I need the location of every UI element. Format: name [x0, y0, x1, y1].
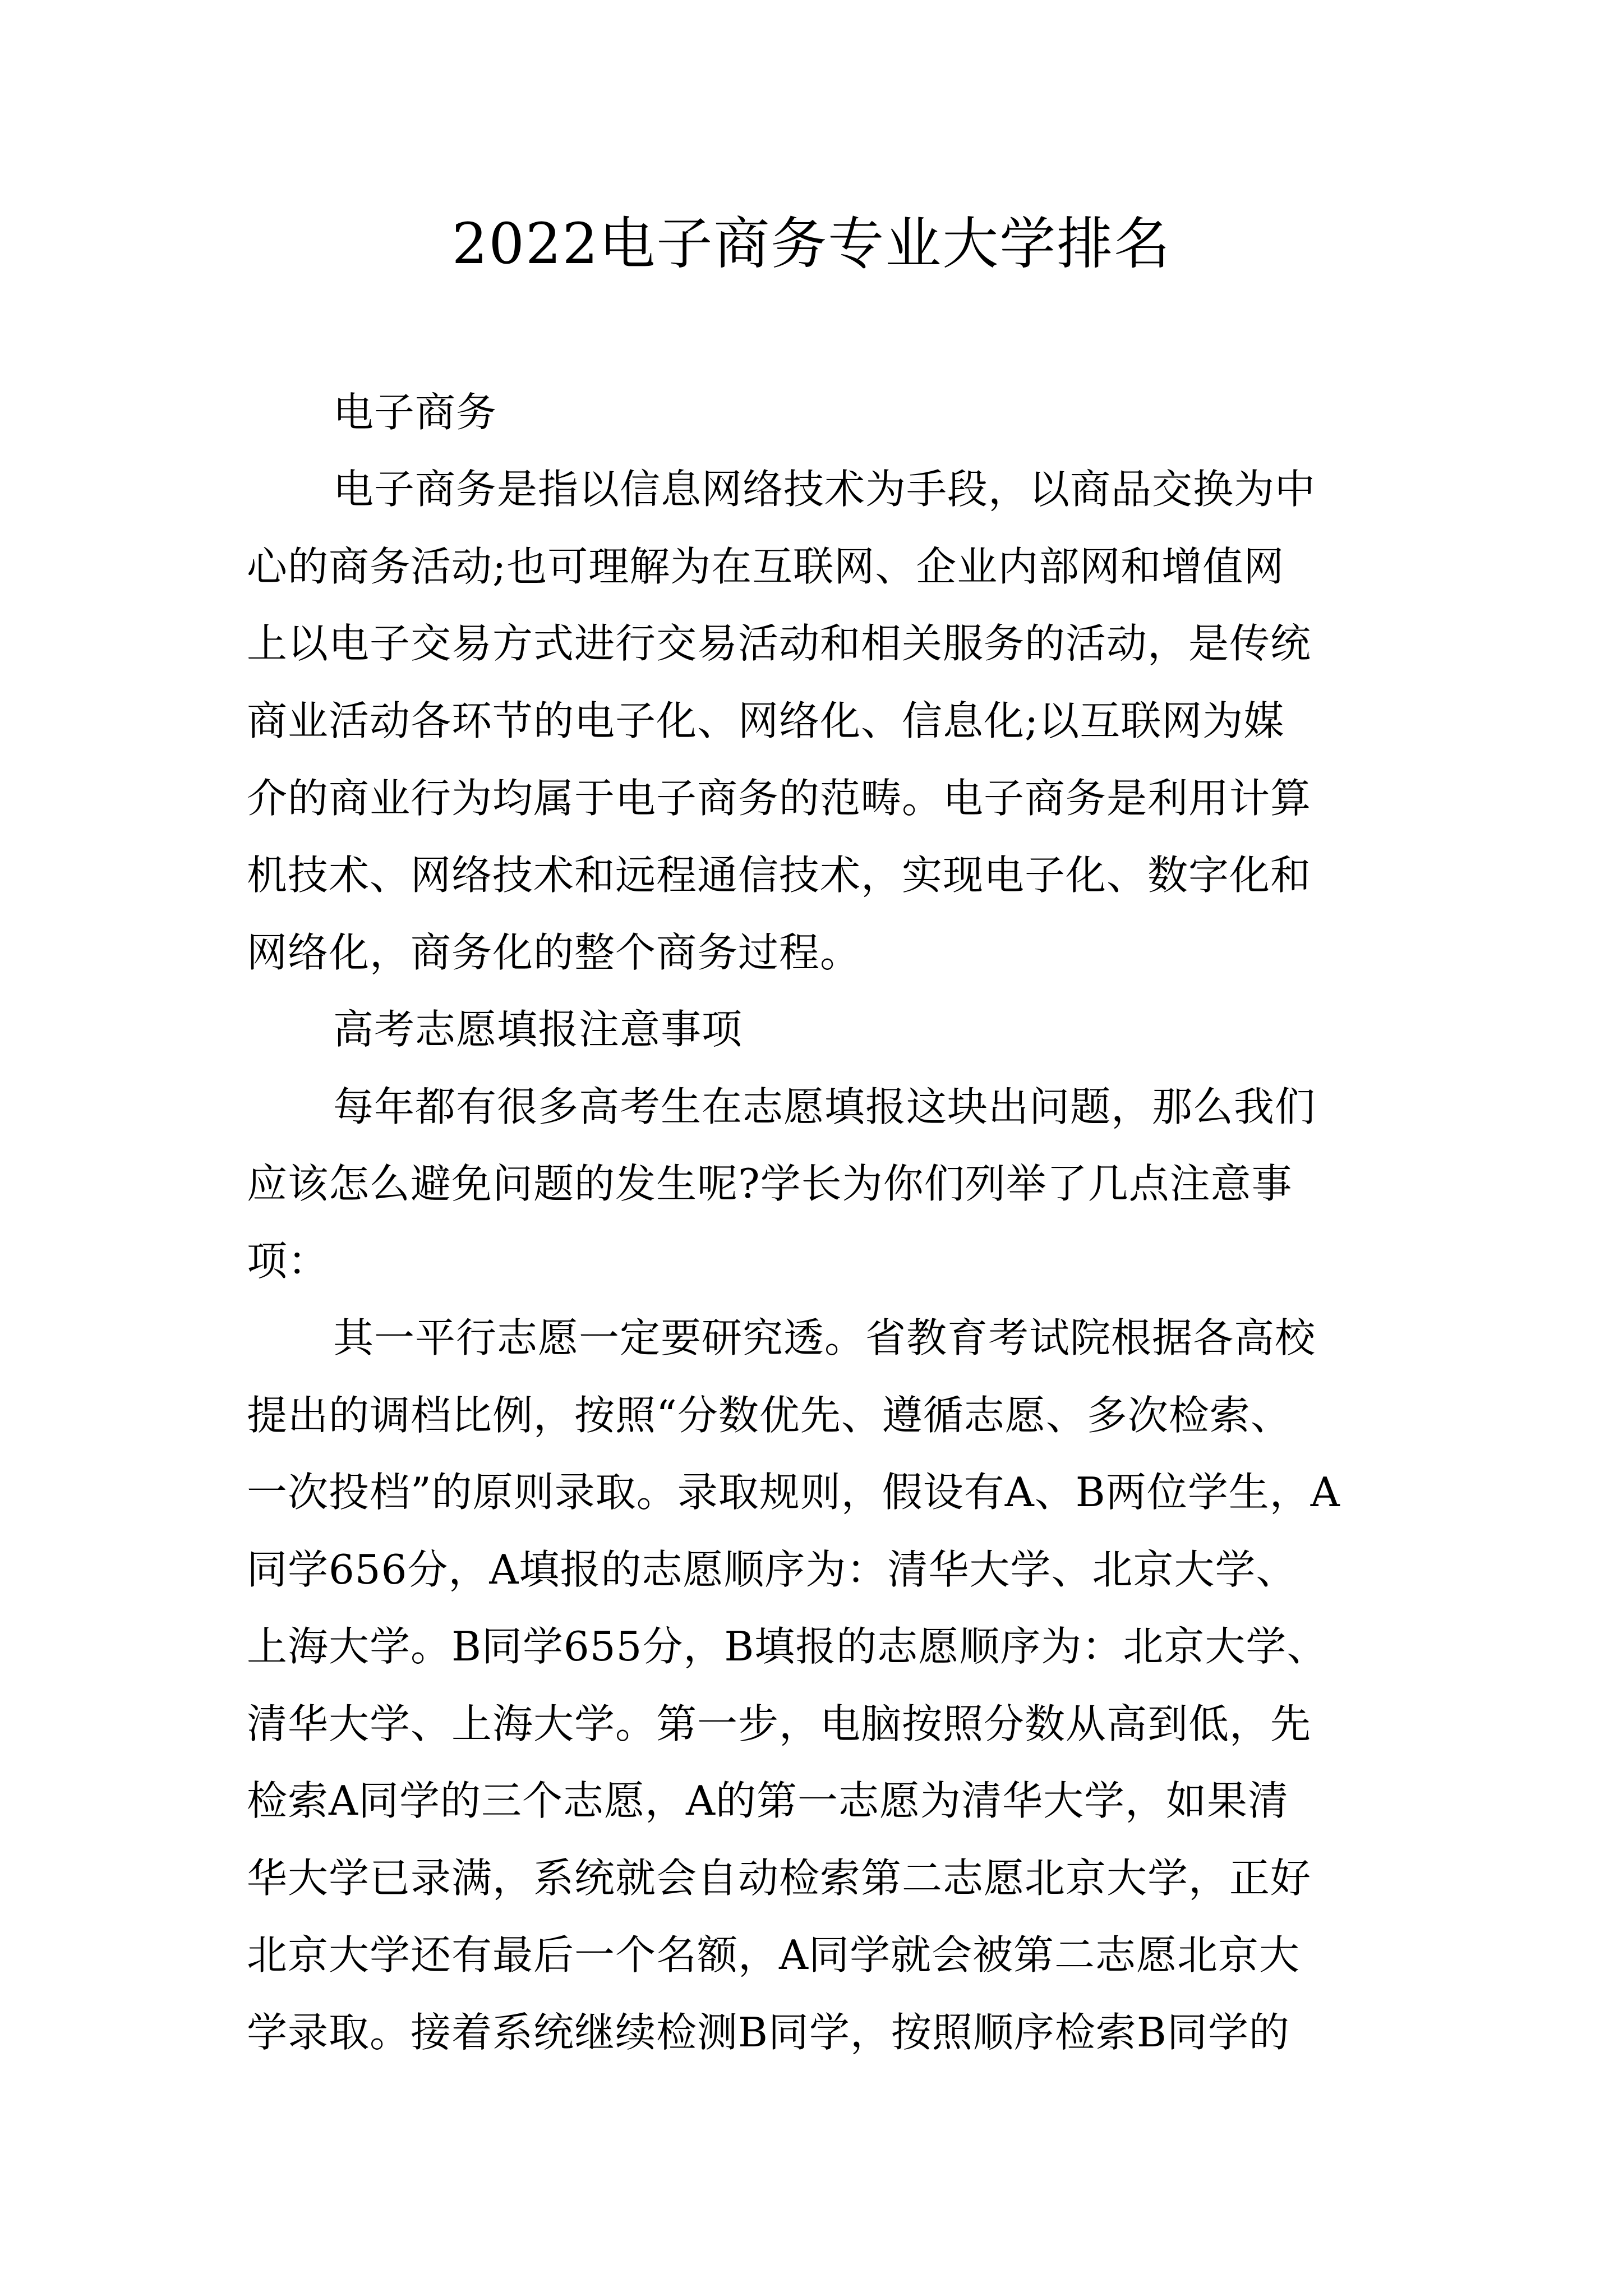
paragraph-line: 每年都有很多高考生在志愿填报这块出问题，那么我们 — [333, 1083, 1316, 1130]
paragraph-line: 一次投档”的原则录取。录取规则，假设有A、B两位学生，A — [247, 1469, 1340, 1516]
section-heading-ecommerce: 电子商务 — [333, 389, 497, 436]
paragraph-line: 华大学已录满，系统就会自动检索第二志愿北京大学，正好 — [247, 1855, 1312, 1902]
paragraph-line: 检索A同学的三个志愿，A的第一志愿为清华大学，如果清 — [247, 1777, 1289, 1824]
paragraph-line: 上以电子交易方式进行交易活动和相关服务的活动，是传统 — [247, 620, 1312, 667]
paragraph-line: 心的商务活动;也可理解为在互联网、企业内部网和增值网 — [247, 543, 1285, 590]
section-heading-notes: 高考志愿填报注意事项 — [333, 1006, 743, 1053]
paragraph-line: 项： — [247, 1237, 329, 1285]
paragraph-line: 介的商业行为均属于电子商务的范畴。电子商务是利用计算 — [247, 775, 1312, 822]
paragraph-line: 北京大学还有最后一个名额，A同学就会被第二志愿北京大 — [247, 1931, 1300, 1978]
paragraph-line: 应该怎么避免问题的发生呢?学长为你们列举了几点注意事 — [247, 1160, 1293, 1207]
paragraph-line: 商业活动各环节的电子化、网络化、信息化;以互联网为媒 — [247, 697, 1285, 744]
paragraph-line: 网络化，商务化的整个商务过程。 — [247, 929, 861, 976]
paragraph-line: 提出的调档比例，按照“分数优先、遵循志愿、多次检索、 — [247, 1392, 1292, 1439]
paragraph-line: 上海大学。B同学655分，B填报的志愿顺序为：北京大学、 — [247, 1623, 1328, 1670]
paragraph-line: 学录取。接着系统继续检测B同学，按照顺序检索B同学的 — [247, 2009, 1290, 2056]
paragraph-line: 机技术、网络技术和远程通信技术，实现电子化、数字化和 — [247, 852, 1312, 899]
paragraph-line: 清华大学、上海大学。第一步，电脑按照分数从高到低，先 — [247, 1700, 1312, 1747]
document-title: 2022电子商务专业大学排名 — [451, 211, 1172, 277]
paragraph-line: 其一平行志愿一定要研究透。省教育考试院根据各高校 — [333, 1314, 1316, 1361]
paragraph-line: 电子商务是指以信息网络技术为手段，以商品交换为中 — [333, 466, 1316, 513]
paragraph-line: 同学656分，A填报的志愿顺序为：清华大学、北京大学、 — [247, 1546, 1297, 1593]
